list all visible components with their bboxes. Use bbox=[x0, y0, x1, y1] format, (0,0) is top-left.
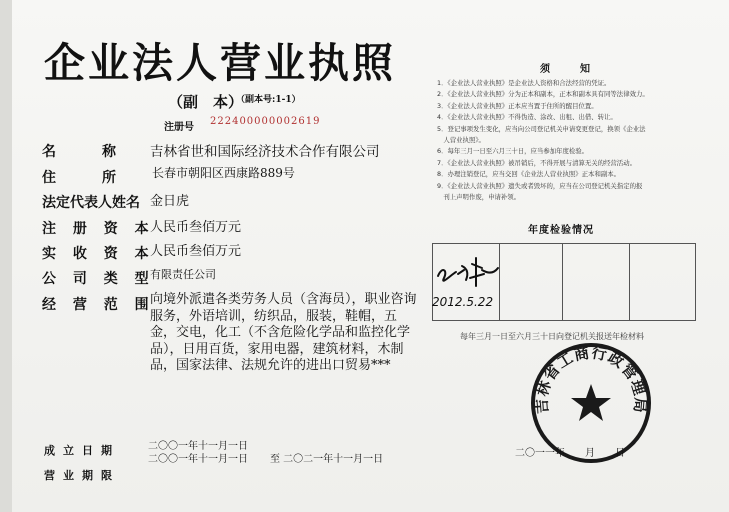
inspection-date-handwriting: 2012.5.22 bbox=[432, 295, 494, 308]
notice-item: 刊上声明作废，申请补领。 bbox=[437, 193, 521, 202]
business-scope-label: 经 营 范 围 bbox=[42, 297, 155, 313]
company-type-label: 公 司 类 型 bbox=[42, 271, 155, 287]
copy-number: （副本号:1-1） bbox=[236, 95, 301, 105]
legal-rep-value: 金日虎 bbox=[150, 194, 190, 209]
registered-capital-label: 注 册 资 本 bbox=[42, 221, 155, 237]
company-name: 吉林省世和国际经济技术合作有限公司 bbox=[150, 144, 380, 160]
license-title: 企业法人营业执照 bbox=[44, 39, 396, 87]
notice-item: 4．《企业法人营业执照》不得伪造、涂改、出租、出借、转让。 bbox=[437, 113, 617, 122]
issue-date: 二〇一一年 月 日 bbox=[515, 448, 625, 459]
name-label: 名 称 bbox=[42, 144, 122, 160]
business-scope-value: 向境外派遣各类劳务人员（含海员），职业咨询服务，外语培训，纺织品，服装，鞋帽，五金，交电，化工（不含危险化学品和监控化学品），日用百货，家用电器，建筑材料，木制品，国家法律、法规允许的进出口贸易*** bbox=[150, 292, 417, 373]
copy-label: （副 本） bbox=[168, 93, 244, 111]
notice-item: 7．《企业法人营业执照》被吊销后，不得开展与清算无关的经营活动。 bbox=[437, 158, 636, 167]
notice-list bbox=[437, 78, 699, 203]
notice-item: 5．登记事项发生变化，应当向公司登记机关申请变更登记，换领《企业法 bbox=[437, 124, 646, 133]
term-to: 至 二〇二一年十一月一日 bbox=[270, 454, 384, 465]
scan-edge bbox=[0, 0, 12, 512]
seal-star-icon bbox=[571, 384, 611, 421]
inspection-cell bbox=[499, 243, 563, 321]
legal-rep-label: 法定代表人姓名 bbox=[42, 195, 140, 211]
notice-item: 2．《企业法人营业执照》分为正本和副本，正本和副本具有同等法律效力。 bbox=[437, 90, 649, 99]
registered-capital-value: 人民币叁佰万元 bbox=[150, 220, 242, 235]
paid-capital-value: 人民币叁佰万元 bbox=[150, 244, 242, 259]
established-value: 二〇〇一年十一月一日 bbox=[148, 441, 248, 452]
inspection-cell bbox=[629, 243, 696, 321]
paid-capital-label: 实 收 资 本 bbox=[42, 246, 155, 262]
notice-title: 须 知 bbox=[540, 64, 600, 75]
inspection-title: 年度检验情况 bbox=[528, 225, 594, 236]
notice-item: 人营业执照》。 bbox=[437, 136, 485, 145]
notice-item: 8．办理注销登记，应当交回《企业法人营业执照》正本和副本。 bbox=[437, 170, 621, 179]
established-label: 成立日期 bbox=[44, 444, 120, 457]
address-value: 长春市朝阳区西康路889号 bbox=[152, 166, 295, 180]
inspection-cell bbox=[562, 243, 630, 321]
inspection-note: 每年三月一日至六月三十日向登记机关报送年检材料 bbox=[460, 332, 644, 341]
seal-text: 吉林省工商行政管理局 bbox=[532, 343, 650, 415]
notice-item: 1．《企业法人营业执照》是企业法人资格和合法经营的凭证。 bbox=[437, 79, 611, 87]
term-from: 二〇〇一年十一月一日 bbox=[148, 454, 248, 465]
term-label: 营业期限 bbox=[44, 469, 120, 482]
registration-label: 注册号 bbox=[164, 122, 194, 133]
notice-item: 6．每年三月一日至六月三十日，应当参加年度检验。 bbox=[437, 147, 589, 156]
notice-item: 3．《企业法人营业执照》正本应当置于住所的醒目位置。 bbox=[437, 101, 598, 110]
registration-number: 222400000002619 bbox=[210, 116, 321, 127]
company-type-value: 有限责任公司 bbox=[150, 268, 216, 281]
address-label: 住 所 bbox=[42, 170, 122, 186]
inspection-signature bbox=[432, 248, 504, 308]
notice-item: 9．《企业法人营业执照》遗失或者毁坏的，应当在公司登记机关指定的报 bbox=[437, 181, 643, 190]
